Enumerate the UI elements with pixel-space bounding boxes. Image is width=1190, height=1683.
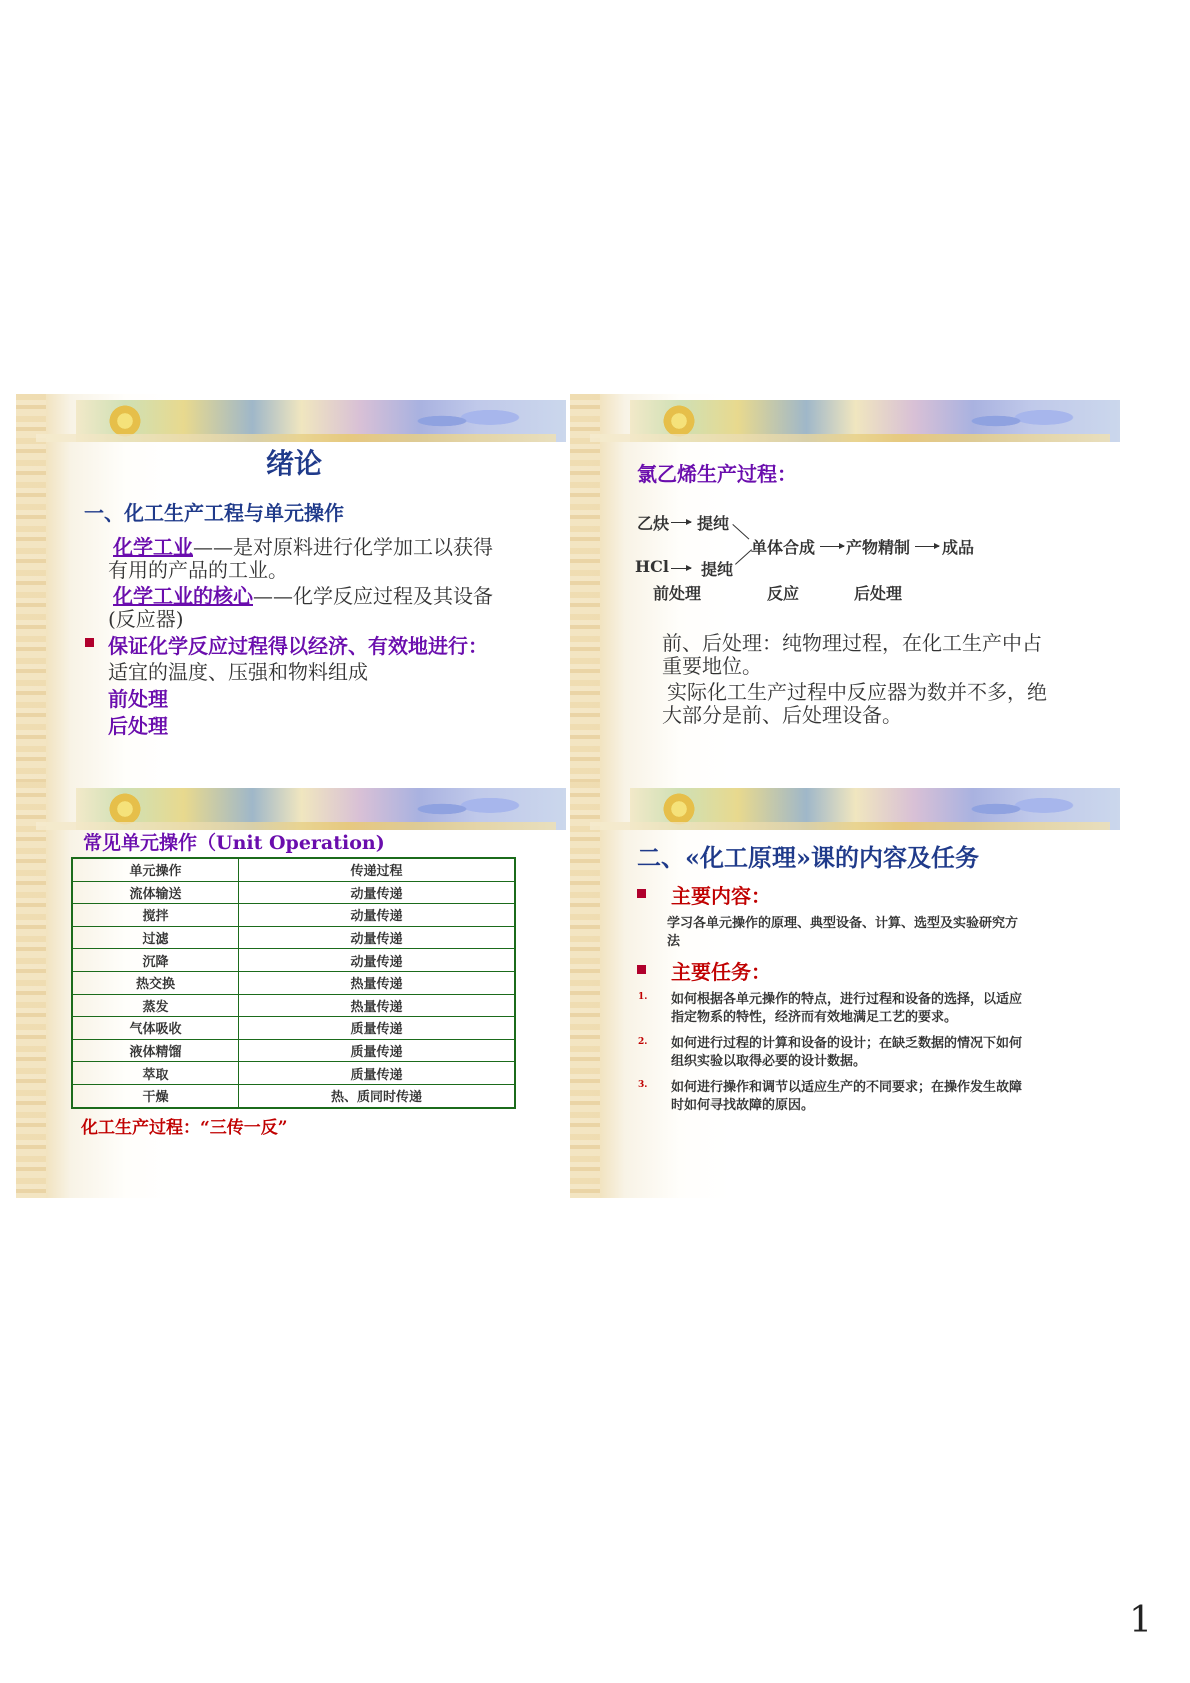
operation-cell: 萃取 [72,1062,239,1085]
task-text: 如何进行过程的计算和设备的设计；在缺乏数据的情况下如何 [671,1036,1023,1051]
transfer-cell: 热、质同时传递 [239,1084,516,1107]
transfer-cell: 热量传递 [239,994,516,1017]
transfer-cell: 质量传递 [239,1062,516,1085]
slide-footer: 化工生产过程：“三传一反” [81,1118,288,1138]
flow-synthesis: 单体合成 [751,538,816,557]
task-number: 1. [638,992,648,1002]
transfer-cell: 质量传递 [239,1039,516,1062]
column-header: 传递过程 [239,858,516,881]
slide-title: 氯乙烯生产过程： [637,462,797,486]
slide-title: 绪论 [266,447,323,480]
column-header: 单元操作 [72,858,239,881]
section-heading: 一、化工生产工程与单元操作 [84,501,344,525]
table-row [72,971,515,994]
paragraph-2-line2: 大部分是前、后处理设备。 [662,703,902,727]
banner-underline [36,434,556,442]
bullet-icon [637,965,646,974]
content-text: 学习各单元操作的原理、典型设备、计算、选型及实验研究方 [667,916,1019,931]
task-number: 2. [638,1037,648,1047]
list-item: 前处理 [108,687,168,711]
flow-input-hcl: HCl [635,557,669,576]
paragraph-1: 前、后处理：纯物理过程，在化工生产中占 [662,631,1042,655]
transfer-cell: 动量传递 [239,881,516,904]
page-number: 1 [1129,1600,1152,1641]
bullet-text: 保证化学反应过程得以经济、有效地进行： [108,634,488,658]
table-row [72,904,515,927]
decorative-strip [570,782,600,1198]
slide-3 [16,782,579,1198]
operation-cell: 流体输送 [72,881,239,904]
arrow-icon [915,546,939,547]
table-row [72,1039,515,1062]
operation-cell: 液体精馏 [72,1039,239,1062]
slide-title: 二、«化工原理»课的内容及任务 [637,843,979,872]
banner-underline [590,822,1110,830]
table-row [72,1084,515,1107]
slide-1 [16,394,579,810]
section-heading: 主要任务： [671,960,771,984]
operation-cell: 过滤 [72,926,239,949]
arrow-icon [671,568,691,569]
table-header-row [72,858,515,881]
arrow-icon [671,522,691,523]
transfer-cell: 动量传递 [239,926,516,949]
table-row [72,881,515,904]
transfer-cell: 动量传递 [239,904,516,927]
operation-cell: 干燥 [72,1084,239,1107]
transfer-cell: 动量传递 [239,949,516,972]
operation-cell: 热交换 [72,971,239,994]
merge-line-icon [735,549,752,564]
slide-title: 常见单元操作（Unit Operation) [83,832,385,854]
decorative-strip [16,782,46,1198]
definition-text: ——化学反应过程及其设备 [253,584,493,608]
operation-cell: 沉降 [72,949,239,972]
transfer-cell: 质量传递 [239,1017,516,1040]
stage-label: 后处理 [854,584,903,603]
task-text-line2: 组织实验以取得必要的设计数据。 [671,1054,867,1069]
banner-underline [590,434,1110,442]
transfer-cell: 热量传递 [239,971,516,994]
flow-refine: 产物精制 [846,538,911,557]
table-body [72,881,515,1107]
task-text: 如何根据各单元操作的特点，进行过程和设备的选择，以适应 [671,992,1023,1007]
content-text-line2: 法 [667,934,681,949]
definition-2-line2: (反应器) [108,607,184,631]
bullet-icon [85,638,94,647]
definition-1-line2: 有用的产品的工业。 [108,558,288,582]
section-heading: 主要内容： [671,884,771,908]
task-text-line2: 时如何寻找故障的原因。 [671,1098,815,1113]
term-chemical-industry: 化学工业 [113,535,193,559]
flow-product: 成品 [942,538,975,557]
list-item: 适宜的温度、压强和物料组成 [108,660,368,684]
operation-cell: 搅拌 [72,904,239,927]
table-row [72,1017,515,1040]
operation-cell: 气体吸收 [72,1017,239,1040]
list-item: 后处理 [108,714,168,738]
task-number: 3. [638,1080,648,1090]
flow-input-acetylene: 乙炔 [637,514,670,533]
stage-label: 反应 [767,584,800,603]
stage-label: 前处理 [653,584,702,603]
paragraph-1-line2: 重要地位。 [662,654,762,678]
flow-purify-2: 提纯 [701,560,734,579]
table-row [72,949,515,972]
operation-cell: 蒸发 [72,994,239,1017]
slide-2 [570,394,1133,810]
bullet-icon [637,889,646,898]
unit-operations-table [71,857,516,1109]
paragraph-2: 实际化工生产过程中反应器为数并不多，绝 [667,680,1047,704]
merge-line-icon [732,524,749,539]
term-core: 化学工业的核心 [113,584,253,608]
decorative-strip [16,394,46,810]
flow-purify-1: 提纯 [697,514,730,533]
task-text: 如何进行操作和调节以适应生产的不同要求；在操作发生故障 [671,1080,1023,1095]
table-row [72,926,515,949]
task-text-line2: 指定物系的特性，经济而有效地满足工艺的要求。 [671,1010,958,1025]
slide-4 [570,782,1133,1198]
definition-text: ——是对原料进行化学加工以获得 [193,535,493,559]
decorative-strip [570,394,600,810]
arrow-icon [820,546,844,547]
table-row [72,994,515,1017]
table-row [72,1062,515,1085]
